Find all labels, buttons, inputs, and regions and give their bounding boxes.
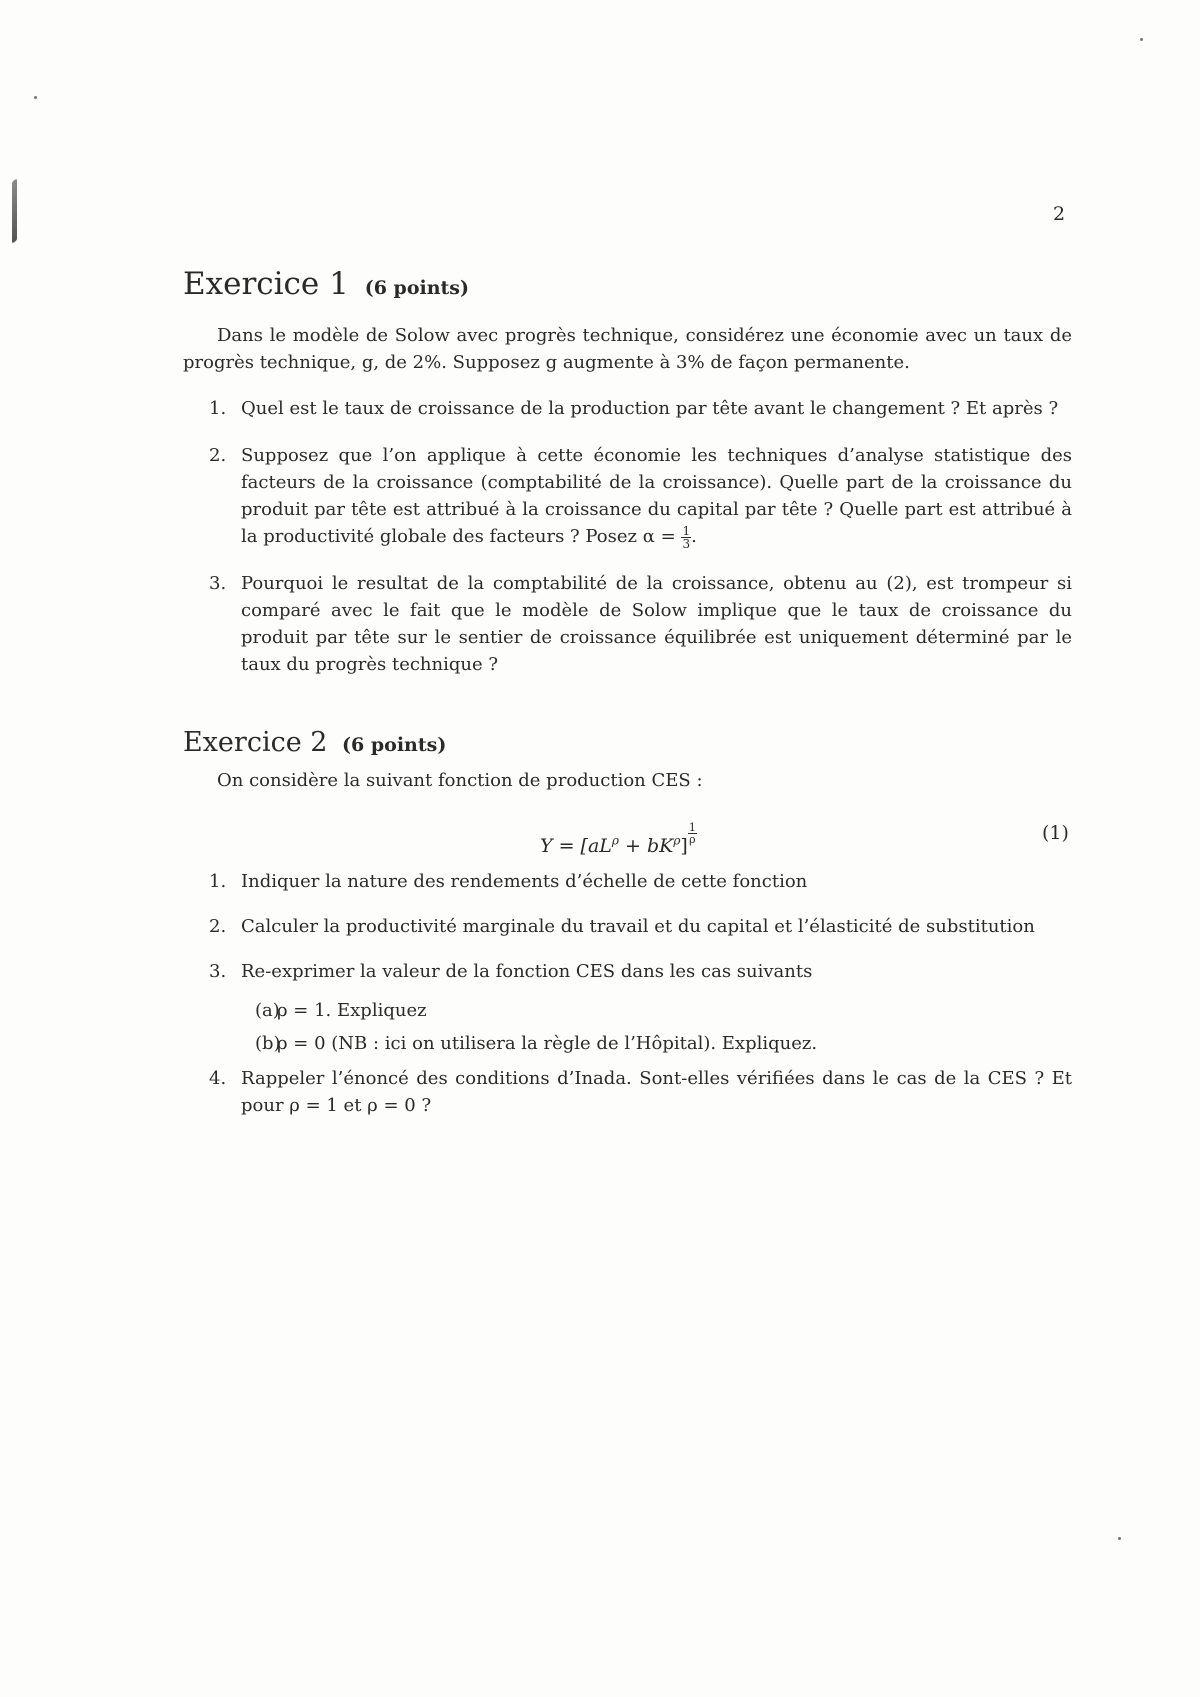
question-number: 2.: [209, 445, 227, 466]
exercise-2-intro: On considère la suivant fonction de production CES :: [217, 770, 703, 791]
exercise-1-heading: [183, 266, 469, 302]
page-number: 2: [1053, 203, 1066, 225]
exercise-1-questions: [209, 395, 1072, 698]
question-text: Indiquer la nature des rendements d’échelle de cette fonction: [241, 871, 808, 892]
exercise-1-question-3: [209, 570, 1072, 678]
exercise-1-title: Exercice 1: [183, 266, 349, 302]
exponent-denominator: ρ: [689, 833, 696, 846]
question-text: Supposez que l’on applique à cette économie les techniques d’analyse statistique des facteurs de la croissance (comptabilité de la croissance). Quelle part de la croissance du produit par tête est attribué à la croissance du capital par tête ? Quelle part est attribué à la productivité globale des facteurs ? Posez α =: [241, 445, 1072, 547]
question-number: 2.: [209, 916, 227, 937]
exercise-2-question-1: [209, 868, 1072, 895]
equation-middle: + bK: [618, 835, 674, 857]
equation-number: (1): [1042, 822, 1069, 844]
exercise-1-intro: Dans le modèle de Solow avec progrès technique, considérez une économie avec un taux de progrès technique, g, de 2%. Supposez g augmente à 3% de façon permanente.: [183, 325, 1072, 373]
exercise-2-question-4: [209, 1065, 1072, 1119]
scan-speck: [34, 96, 37, 99]
exercise-2-question-3: [209, 958, 1072, 1057]
question-number: 3.: [209, 573, 227, 594]
case-text: ρ = 1. Expliquez: [277, 1000, 427, 1021]
question-number: 4.: [209, 1068, 227, 1089]
case-text: ρ = 0 (NB : ici on utilisera la règle de l’Hôpital). Expliquez.: [277, 1033, 818, 1054]
scan-speck: [1140, 38, 1143, 41]
exercise-2-question-2: [209, 913, 1072, 940]
exercise-2-title: Exercice 2: [183, 727, 328, 758]
question-number: 1.: [209, 398, 227, 419]
exercise-1-question-1: [209, 395, 1072, 422]
exercise-1-points: (6 points): [364, 277, 469, 299]
equation-exponent-rho: ρ: [673, 833, 681, 848]
equation-exponent-rho: ρ: [611, 833, 619, 848]
ces-equation: [540, 822, 697, 857]
question-text: Re-exprimer la valeur de la fonction CES dans les cas suivants: [241, 961, 813, 982]
scan-speck: [1118, 1537, 1121, 1540]
question-number: 3.: [209, 961, 227, 982]
exercise-2-question-3-cases: [241, 997, 1072, 1057]
exercise-2-points: (6 points): [342, 734, 447, 756]
question-text: Quel est le taux de croissance de la production par tête avant le changement ? Et après ?: [241, 398, 1059, 419]
fraction-denominator: 3: [682, 536, 691, 551]
alpha-fraction: [681, 525, 691, 550]
exercise-2-heading: [183, 727, 446, 758]
case-label: (a): [255, 1000, 280, 1021]
question-text: Pourquoi le resultat de la comptabilité de la croissance, obtenu au (2), est trompeur si comparé avec le fait que le modèle de Solow implique que le taux de croissance du produit par tête sur le sentier de croissance équilibrée est uniquement déterminé par le taux du progrès technique ?: [241, 573, 1072, 675]
equation-close: ]: [680, 835, 688, 857]
question-end: .: [691, 526, 697, 547]
question-text: Calculer la productivité marginale du travail et du capital et l’élasticité de substitution: [241, 916, 1035, 937]
question-number: 1.: [209, 871, 227, 892]
question-text: Rappeler l’énoncé des conditions d’Inada. Sont-elles vérifiées dans le cas de la CES ? Et pour ρ = 1 et ρ = 0 ?: [241, 1068, 1072, 1116]
case-label: (b): [255, 1033, 281, 1054]
fraction-numerator: 1: [682, 523, 691, 538]
page-edge-mark: [12, 178, 17, 244]
exponent-numerator: 1: [688, 821, 696, 834]
exercise-1-question-2: [209, 442, 1072, 550]
exercise-2-questions: [209, 868, 1072, 1137]
case-b: [241, 1030, 1072, 1057]
equation-outer-exponent: [688, 822, 697, 845]
equation-lhs: Y = [aL: [540, 835, 612, 857]
case-a: [241, 997, 1072, 1024]
